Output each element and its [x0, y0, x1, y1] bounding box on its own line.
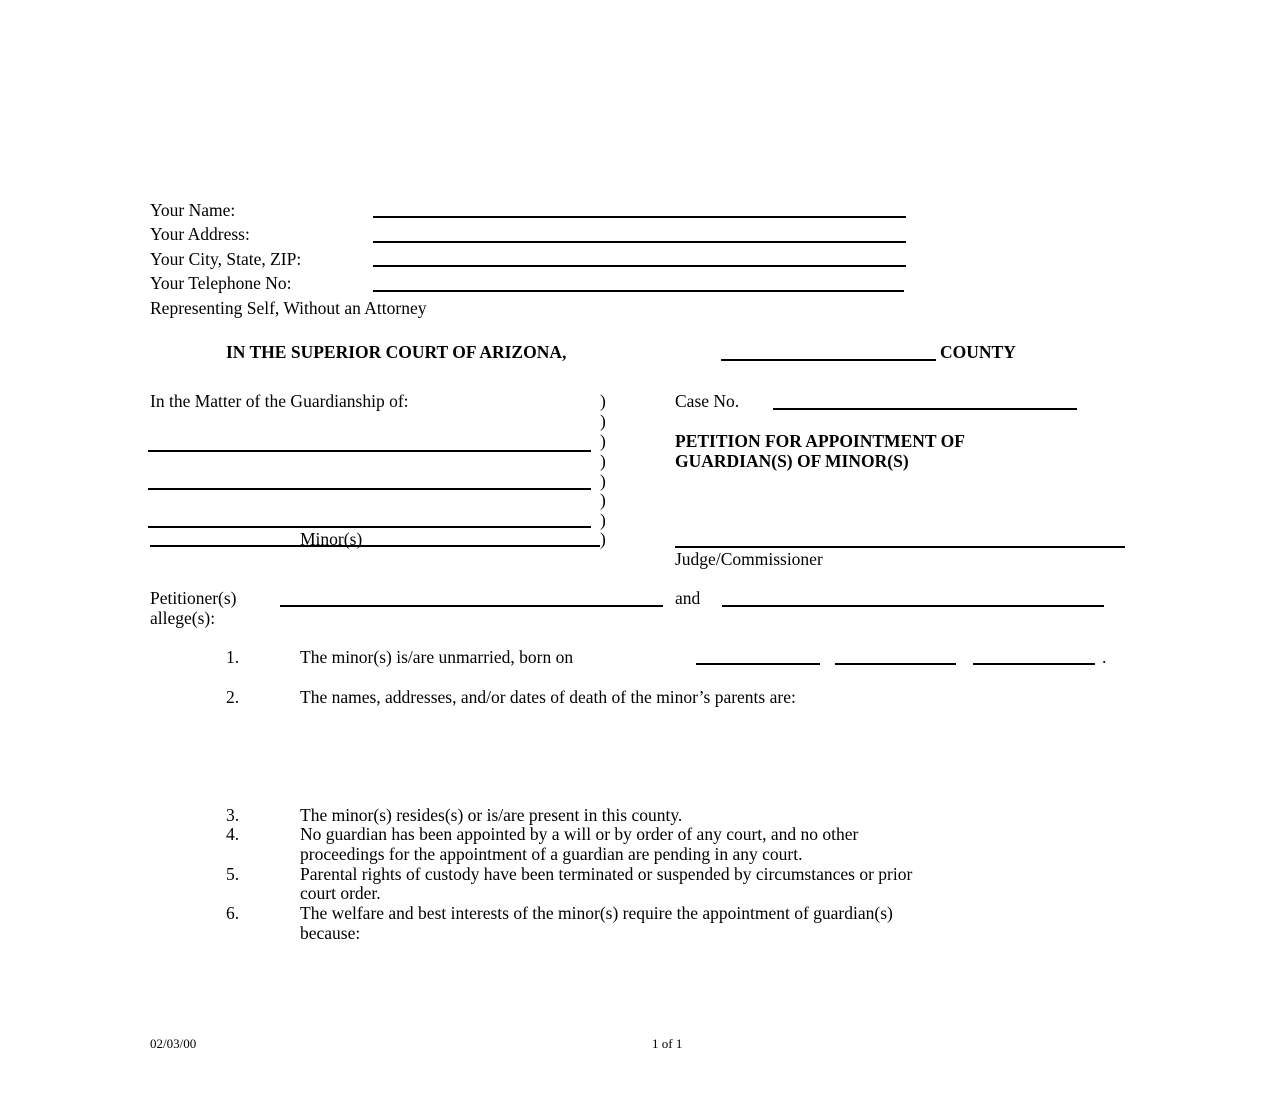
- caption-paren: ): [600, 510, 606, 530]
- caption-paren: ): [600, 411, 606, 431]
- item-5-text-line-2: court order.: [300, 883, 381, 903]
- your-name-field[interactable]: [373, 216, 906, 218]
- caption-paren: ): [600, 391, 606, 411]
- birth-date-field-3[interactable]: [973, 663, 1095, 665]
- case-no-label: Case No.: [675, 391, 740, 411]
- minor-name-field-1[interactable]: [148, 450, 591, 452]
- caption-paren: ): [600, 490, 606, 510]
- your-address-label: Your Address:: [150, 224, 250, 244]
- representing-self-text: Representing Self, Without an Attorney: [150, 298, 427, 318]
- minor-name-field-4[interactable]: [150, 545, 600, 547]
- footer-page-number: 1 of 1: [652, 1036, 683, 1051]
- item-number: 1.: [226, 647, 240, 667]
- your-phone-label: Your Telephone No:: [150, 273, 292, 293]
- item-number: 6.: [226, 903, 240, 923]
- item-4-text-line-2: proceedings for the appointment of a guardian are pending in any court.: [300, 844, 803, 864]
- item-1-text: The minor(s) is/are unmarried, born on: [300, 647, 574, 667]
- item-number: 5.: [226, 864, 240, 884]
- item-6-text-line-2: because:: [300, 923, 361, 943]
- item-number: 4.: [226, 824, 240, 844]
- and-label: and: [675, 588, 701, 608]
- item-1-period: .: [1102, 647, 1107, 667]
- your-phone-field[interactable]: [373, 290, 904, 292]
- caption-paren: ): [600, 431, 606, 451]
- petition-title-line-1: PETITION FOR APPOINTMENT OF: [675, 431, 965, 451]
- allege-label: allege(s):: [150, 608, 216, 628]
- petition-title-line-2: GUARDIAN(S) OF MINOR(S): [675, 451, 909, 471]
- minor-name-field-3[interactable]: [148, 526, 591, 528]
- item-6-text-line-1: The welfare and best interests of the minor(s) require the appointment of guardian(s): [300, 903, 893, 923]
- judge-signature-field[interactable]: [675, 546, 1125, 548]
- petitioner-field-2[interactable]: [722, 605, 1104, 607]
- matter-label: In the Matter of the Guardianship of:: [150, 391, 409, 411]
- item-number: 3.: [226, 805, 240, 825]
- caption-paren: ): [600, 471, 606, 491]
- county-label: COUNTY: [940, 342, 1016, 362]
- footer-date: 02/03/00: [150, 1036, 197, 1051]
- item-number: 2.: [226, 687, 240, 707]
- your-address-field[interactable]: [373, 241, 906, 243]
- caption-paren: ): [600, 529, 606, 549]
- minor-name-field-2[interactable]: [148, 488, 591, 490]
- caption-paren: ): [600, 451, 606, 471]
- county-field[interactable]: [721, 359, 936, 361]
- item-2-text: The names, addresses, and/or dates of death of the minor’s parents are:: [300, 687, 796, 707]
- minors-label: Minor(s): [300, 529, 363, 549]
- case-no-field[interactable]: [773, 408, 1077, 410]
- your-city-field[interactable]: [373, 265, 906, 267]
- birth-date-field-2[interactable]: [835, 663, 956, 665]
- your-name-label: Your Name:: [150, 200, 236, 220]
- item-3-text: The minor(s) resides(s) or is/are present in this county.: [300, 805, 683, 825]
- petitioner-label: Petitioner(s): [150, 588, 237, 608]
- item-4-text-line-1: No guardian has been appointed by a will or by order of any court, and no other: [300, 824, 859, 844]
- item-5-text-line-1: Parental rights of custody have been terminated or suspended by circumstances or prior: [300, 864, 913, 884]
- court-title: IN THE SUPERIOR COURT OF ARIZONA,: [226, 342, 567, 362]
- your-city-label: Your City, State, ZIP:: [150, 249, 302, 269]
- judge-label: Judge/Commissioner: [675, 549, 823, 569]
- petitioner-field-1[interactable]: [280, 605, 663, 607]
- birth-date-field-1[interactable]: [696, 663, 820, 665]
